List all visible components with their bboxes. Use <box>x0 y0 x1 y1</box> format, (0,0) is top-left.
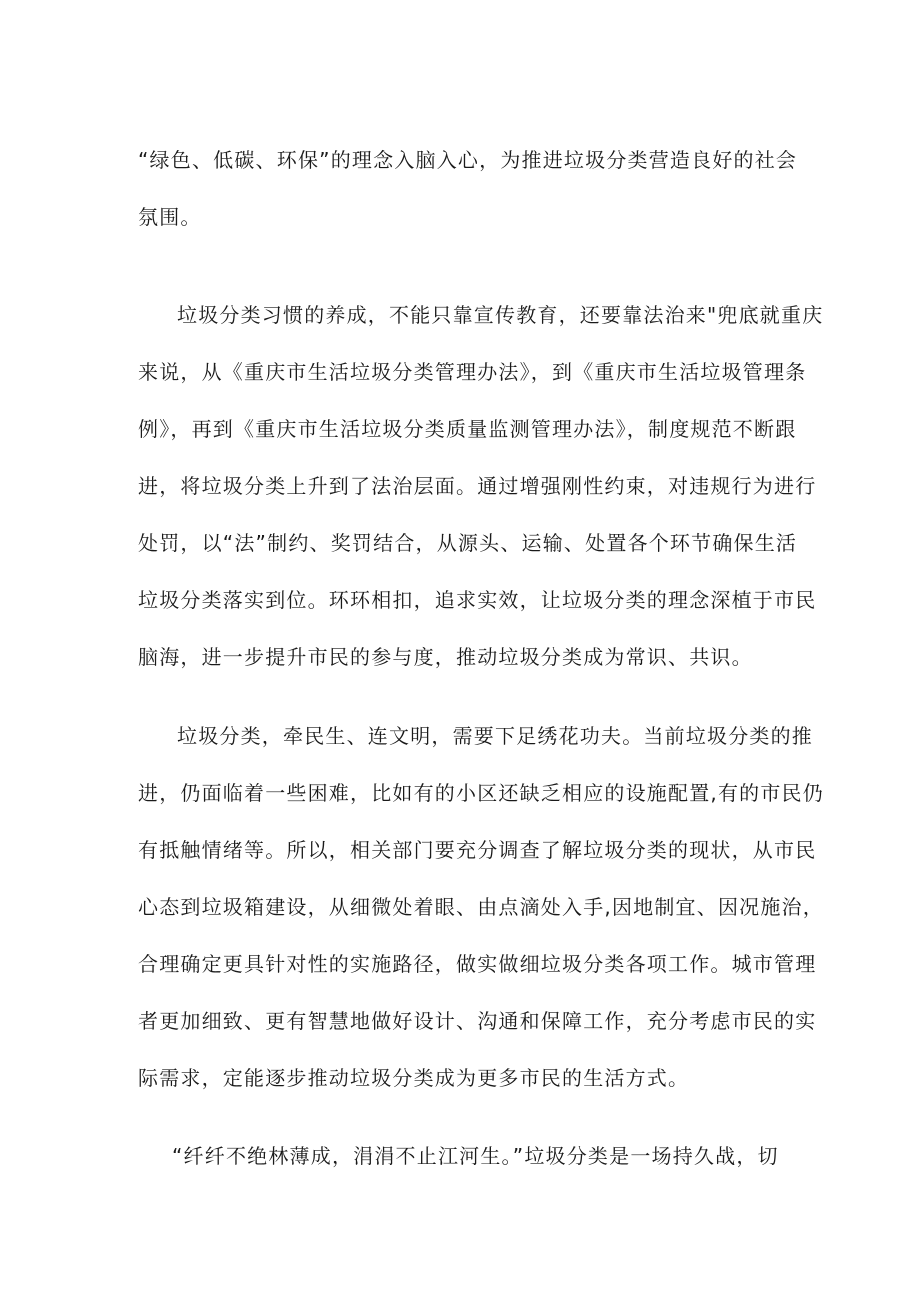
paragraph-2-line-7: 脑海，进一步提升市民的参与度，推动垃圾分类成为常识、共识。 <box>138 645 753 669</box>
paragraph-4-line-1: “纤纤不绝林薄成，涓涓不止江河生。”垃圾分类是一场持久战，切 <box>172 1144 779 1168</box>
paragraph-1-line-1: “绿色、低碳、环保”的理念入脑入心，为推进垃圾分类营造良好的社会 <box>138 148 798 172</box>
paragraph-2-line-6: 垃圾分类落实到位。环环相扣，追求实效，让垃圾分类的理念深植于市民 <box>138 588 817 612</box>
paragraph-3-line-2: 进，仍面临着一些困难，比如有的小区还缺乏相应的设施配置,有的市民仍 <box>138 781 824 805</box>
paragraph-2-line-4: 进，将垃圾分类上升到了法治层面。通过增强刚性约束，对违规行为进行 <box>138 474 817 498</box>
paragraph-3-line-7: 际需求，定能逐步推动垃圾分类成为更多市民的生活方式。 <box>138 1066 690 1090</box>
paragraph-2-line-5: 处罚，以“法”制约、奖罚结合，从源头、运输、处置各个环节确保生活 <box>138 531 798 555</box>
paragraph-3-line-1: 垃圾分类，牵民生、连文明，需要下足绣花功夫。当前垃圾分类的推 <box>177 724 813 748</box>
paragraph-2-line-3: 例》，再到《重庆市生活垃圾分类质量监测管理办法》，制度规范不断跟 <box>138 417 797 441</box>
paragraph-3-line-4: 心态到垃圾箱建设，从细微处着眼、由点滴处入手,因地制宜、因况施治， <box>138 895 824 919</box>
paragraph-3-line-6: 者更加细致、更有智慧地做好设计、沟通和保障工作，充分考虑市民的实 <box>138 1009 817 1033</box>
paragraph-2-line-2: 来说，从《重庆市生活垃圾分类管理办法》，到《重庆市生活垃圾管理条 <box>138 360 807 384</box>
paragraph-2-line-1: 垃圾分类习惯的养成，不能只靠宣传教育，还要靠法治来"兜底就重庆 <box>177 303 824 327</box>
paragraph-3-line-3: 有抵触情绪等。所以，相关部门要充分调查了解垃圾分类的现状，从市民 <box>138 838 817 862</box>
paragraph-1-line-2: 氛围。 <box>138 205 202 229</box>
paragraph-3-line-5: 合理确定更具针对性的实施路径，做实做细垃圾分类各项工作。城市管理 <box>138 952 817 976</box>
